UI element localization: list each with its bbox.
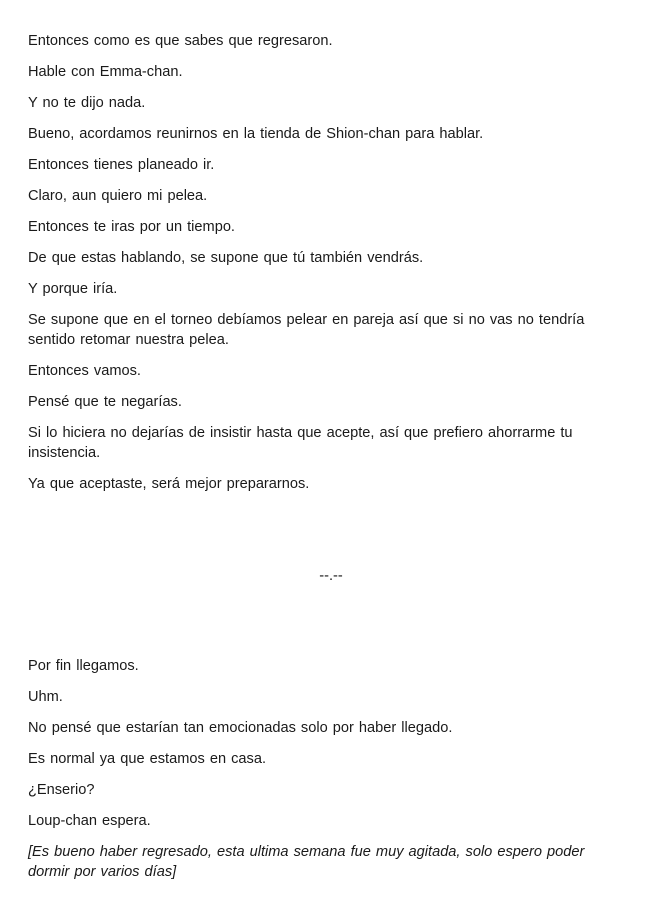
dialogue-line: Entonces te iras por un tiempo. xyxy=(28,219,235,235)
dialogue-line: Entonces tienes planeado ir. xyxy=(28,157,215,173)
dialogue-line: Uhm. xyxy=(28,689,63,705)
dialogue-line: Bueno, acordamos reunirnos en la tienda de Shion-chan para hablar. xyxy=(28,126,484,142)
dialogue-line: Hable con Emma-chan. xyxy=(28,64,183,80)
dialogue-line: Ya que aceptaste, será mejor prepararnos. xyxy=(28,476,310,492)
dialogue-line: Y no te dijo nada. xyxy=(28,95,146,111)
dialogue-line: Si lo hiciera no dejarías de insistir hasta que acepte, así que prefiero ahorrarme tu insistencia. xyxy=(28,425,573,461)
dialogue-line: Entonces vamos. xyxy=(28,363,141,379)
dialogue-line: Es normal ya que estamos en casa. xyxy=(28,751,266,767)
dialogue-line: Loup-chan espera. xyxy=(28,813,151,829)
dialogue-line: Claro, aun quiero mi pelea. xyxy=(28,188,208,204)
dialogue-line: Y porque iría. xyxy=(28,281,118,297)
inner-thought-line: [Es bueno haber regresado, esta ultima semana fue muy agitada, solo espero poder dormir por varios días] xyxy=(28,844,585,880)
dialogue-line: Por fin llegamos. xyxy=(28,658,139,674)
dialogue-line: Se supone que en el torneo debíamos pelear en pareja así que si no vas no tendría sentido retomar nuestra pelea. xyxy=(28,312,585,348)
dialogue-section-two xyxy=(28,656,622,893)
dialogue-line: ¿Enserio? xyxy=(28,782,95,798)
dialogue-line: No pensé que estarían tan emocionadas solo por haber llegado. xyxy=(28,720,453,736)
dialogue-line: Entonces como es que sabes que regresaron. xyxy=(28,33,333,49)
dialogue-line: De que estas hablando, se supone que tú también vendrás. xyxy=(28,250,424,266)
dialogue-line: Pensé que te negarías. xyxy=(28,394,182,410)
scene-separator: --.-- xyxy=(319,568,343,584)
dialogue-section-one xyxy=(28,31,622,494)
